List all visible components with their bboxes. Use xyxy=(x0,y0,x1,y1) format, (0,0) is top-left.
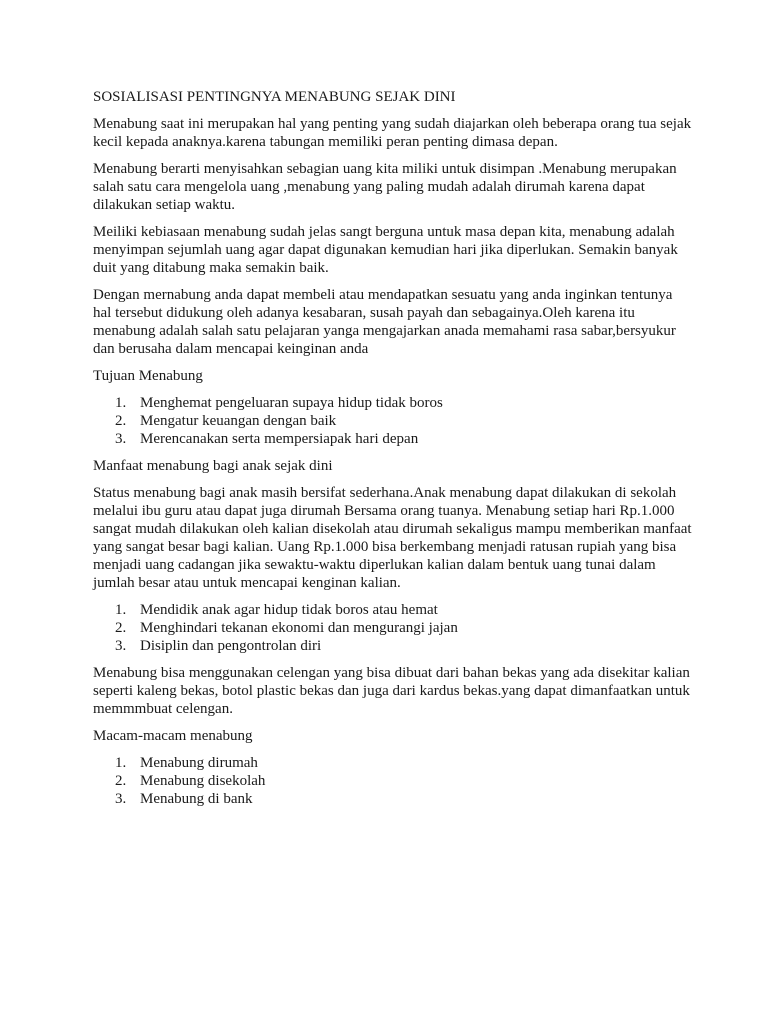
list-item-number: 1. xyxy=(115,602,127,618)
list-item xyxy=(93,430,693,448)
list-item xyxy=(93,754,693,772)
list-item-number: 2. xyxy=(115,620,127,636)
list-item xyxy=(93,394,693,412)
paragraph-benefit: Dengan mernabung anda dapat membeli atau mendapatkan sesuatu yang anda inginkan tentunya hal tersebut didukung oleh adanya kesabaran, susah payah dan sebagainya.Oleh karena itu menabung adalah salah satu pelajaran yanga mengajarkan anada memahami rasa sabar,bersyukur dan berusaha dalam mencapai keinginan anda xyxy=(93,287,676,357)
list-item xyxy=(93,772,693,790)
list-tujuan xyxy=(93,394,693,448)
list-item-text: Menabung dirumah xyxy=(140,755,258,771)
list-item xyxy=(93,790,693,808)
list-item-text: Disiplin dan pengontrolan diri xyxy=(140,638,322,654)
list-item xyxy=(93,412,693,430)
list-macam xyxy=(93,754,693,808)
list-item-number: 2. xyxy=(115,413,127,429)
list-item-text: Menghemat pengeluaran supaya hidup tidak boros xyxy=(140,395,443,411)
list-item-text: Menghindari tekanan ekonomi dan mengurangi jajan xyxy=(140,620,458,636)
heading-manfaat: Manfaat menabung bagi anak sejak dini xyxy=(93,458,333,474)
document-page xyxy=(93,88,693,817)
list-item xyxy=(93,619,693,637)
list-item-number: 2. xyxy=(115,773,127,789)
list-item xyxy=(93,637,693,655)
paragraph-habit: Meiliki kebiasaan menabung sudah jelas sangt berguna untuk masa depan kita, menabung adalah menyimpan sejumlah uang agar dapat digunakan kemudian hari jika diperlukan. Semakin banyak duit yang ditabung maka semakin baik. xyxy=(93,224,678,276)
paragraph-intro: Menabung saat ini merupakan hal yang penting yang sudah diajarkan oleh beberapa orang tua sejak kecil kepada anaknya.karena tabungan memiliki peran penting dimasa depan. xyxy=(93,116,692,150)
paragraph-definition: Menabung berarti menyisahkan sebagian uang kita miliki untuk disimpan .Menabung merupakan salah satu cara mengelola uang ,menabung yang paling mudah adalah dirumah karena dapat dilakukan setiap waktu. xyxy=(93,161,677,213)
list-item-number: 1. xyxy=(115,755,127,771)
list-item-number: 3. xyxy=(115,638,127,654)
document-title: SOSIALISASI PENTINGNYA MENABUNG SEJAK DINI xyxy=(93,89,456,105)
heading-macam: Macam-macam menabung xyxy=(93,728,253,744)
list-item xyxy=(93,601,693,619)
list-item-number: 1. xyxy=(115,395,127,411)
list-manfaat xyxy=(93,601,693,655)
list-item-text: Menabung di bank xyxy=(140,791,253,807)
list-item-text: Mengatur keuangan dengan baik xyxy=(140,413,337,429)
heading-tujuan: Tujuan Menabung xyxy=(93,368,203,384)
paragraph-status: Status menabung bagi anak masih bersifat sederhana.Anak menabung dapat dilakukan di sekolah melalui ibu guru atau dapat juga dirumah Bersama orang tuanya. Menabung setiap hari Rp.1.000 sangat mudah dilakukan oleh kalian disekolah atau dirumah sekaligus mampu memberikan manfaat yang sangat besar bagi kalian. Uang Rp.1.000 bisa berkembang menjadi ratusan rupiah yang bisa menjadi uang cadangan jika sewaktu-waktu diperlukan kalian dalam bentuk uang tunai dalam jumlah besar atau untuk mencapai kenginan kalian. xyxy=(93,485,692,591)
list-item-text: Menabung disekolah xyxy=(140,773,266,789)
list-item-number: 3. xyxy=(115,791,127,807)
list-item-number: 3. xyxy=(115,431,127,447)
list-item-text: Mendidik anak agar hidup tidak boros atau hemat xyxy=(140,602,438,618)
list-item-text: Merencanakan serta mempersiapak hari depan xyxy=(140,431,419,447)
paragraph-celengan: Menabung bisa menggunakan celengan yang bisa dibuat dari bahan bekas yang ada disekitar kalian seperti kaleng bekas, botol plastic bekas dan juga dari kardus bekas.yang dapat dimanfaatkan untuk memmmbuat celengan. xyxy=(93,665,690,717)
